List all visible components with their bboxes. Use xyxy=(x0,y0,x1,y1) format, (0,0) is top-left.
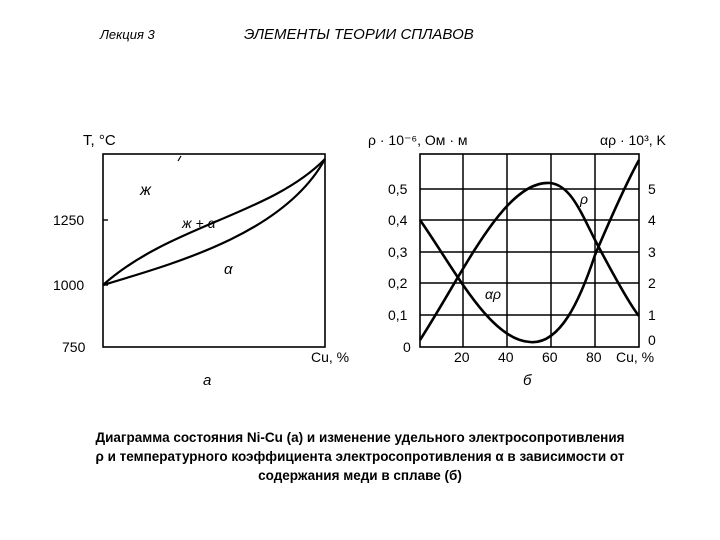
y-left-tick-0-5: 0,5 xyxy=(388,181,408,197)
caption-line-2: ρ и температурного коэффициента электросопротивления α в зависимости от xyxy=(95,449,625,464)
region-two-phase-label: ж + α xyxy=(182,215,216,231)
y-axis-label-a: T, °C xyxy=(83,132,116,149)
y-right-tick-0: 0 xyxy=(648,332,656,348)
phase-diagram-a xyxy=(53,132,349,389)
x-tick-80: 80 xyxy=(586,349,602,365)
y-left-label-b: ρ · 10⁻⁶, Ом · м xyxy=(368,132,468,148)
region-liquid-label: ж xyxy=(140,182,152,199)
slide-title: ЭЛЕМЕНТЫ ТЕОРИИ СПЛАВОВ xyxy=(244,26,474,43)
y-right-tick-2: 2 xyxy=(648,275,656,291)
gridlines xyxy=(420,154,639,347)
lecture-label: Лекция 3 xyxy=(100,27,155,42)
y-right-tick-4: 4 xyxy=(648,212,656,228)
caption-line-3: содержания меди в сплаве (б) xyxy=(258,468,462,483)
y-right-tick-1: 1 xyxy=(648,307,656,323)
x-tick-60: 60 xyxy=(542,349,558,365)
y-right-tick-5: 5 xyxy=(648,181,656,197)
region-solid-label: α xyxy=(224,261,233,278)
panel-label-a: а xyxy=(203,372,212,389)
resistivity-diagram-b xyxy=(368,132,667,389)
caption-line-1: Диаграмма состояния Ni-Cu (а) и изменение удельного электросопротивления xyxy=(95,430,625,445)
y-left-tick-0: 0 xyxy=(403,339,411,355)
x-tick-40: 40 xyxy=(498,349,514,365)
rho-curve-label: ρ xyxy=(580,191,589,207)
x-tick-20: 20 xyxy=(454,349,470,365)
phase-diagram-frame xyxy=(103,154,325,347)
y-left-tick-0-2: 0,2 xyxy=(388,275,408,291)
y-left-tick-0-1: 0,1 xyxy=(388,307,408,323)
x-axis-label-b: Cu, % xyxy=(616,349,655,365)
figure-caption xyxy=(30,428,690,485)
panel-label-b: б xyxy=(523,372,532,389)
alpha-rho-curve-label: αρ xyxy=(485,286,502,302)
y-left-tick-0-4: 0,4 xyxy=(388,212,408,228)
y-right-label-b: αρ · 10³, K xyxy=(600,132,666,148)
y-tick-label-750: 750 xyxy=(62,339,86,355)
y-tick-label-1000: 1000 xyxy=(53,277,85,293)
x-axis-label-a: Cu, % xyxy=(311,349,350,365)
y-right-tick-3: 3 xyxy=(648,244,656,260)
y-left-tick-0-3: 0,3 xyxy=(388,244,408,260)
resistivity-frame xyxy=(420,154,639,347)
axis-mark xyxy=(178,156,181,161)
y-tick-label-1250: 1250 xyxy=(53,212,85,228)
rho-curve xyxy=(420,183,639,340)
